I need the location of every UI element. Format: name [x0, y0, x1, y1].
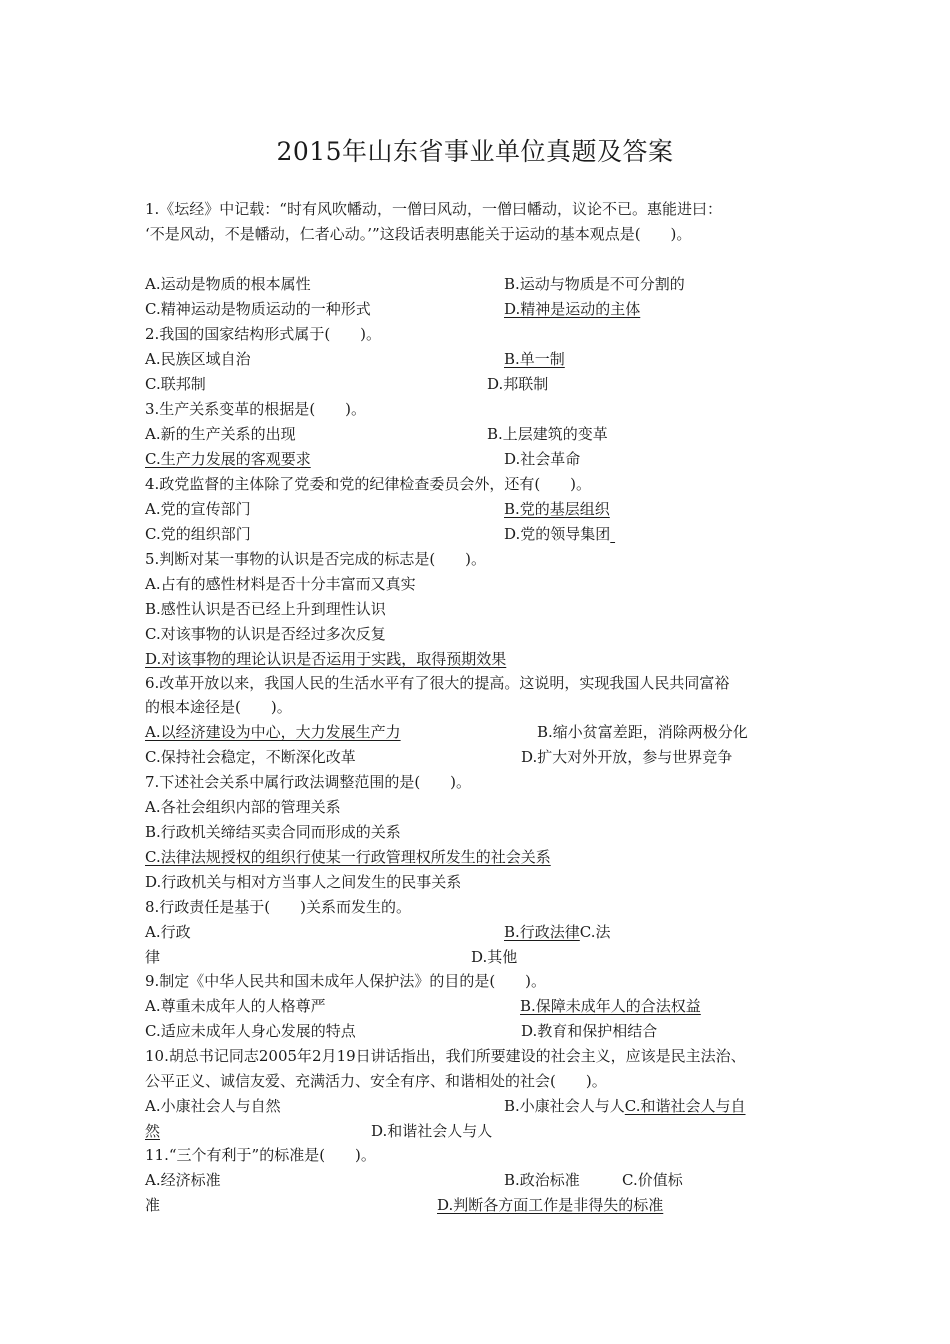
- question-4-option-a: A.党的宣传部门: [145, 500, 251, 518]
- question-7-option-c-text: C.法律法规授权的组织行使某一行政管理权所发生的社会关系: [145, 848, 551, 866]
- question-2-stem: 2.我国的国家结构形式属于( )。: [145, 325, 382, 343]
- question-1-option-a: A.运动是物质的根本属性: [145, 275, 311, 293]
- question-3-option-c-answer: C.生产力发展的客观要求: [145, 450, 311, 468]
- question-1-stem-line-1: 1.《坛经》中记载：“时有风吹幡动，一僧曰风动，一僧曰幡动，议论不已。惠能进曰：: [145, 200, 722, 218]
- question-4-option-c: C.党的组织部门: [145, 525, 251, 543]
- question-10-option-c-answer-part-2: [145, 1121, 228, 1141]
- page-title: 2015年山东省事业单位真题及答案: [276, 137, 674, 166]
- question-1-option-c: C.精神运动是物质运动的一种形式: [145, 300, 371, 318]
- question-8-option-b-answer: B.行政法律: [504, 923, 580, 941]
- question-9-option-c: C.适应未成年人身心发展的特点: [145, 1022, 356, 1040]
- question-2-option-c: C.联邦制: [145, 375, 206, 393]
- question-7-option-c-answer: [145, 847, 559, 867]
- question-11-option-a: A.经济标准: [145, 1171, 221, 1189]
- question-8-option-a: A.行政: [145, 923, 191, 941]
- question-7-option-d: D.行政机关与相对方当事人之间发生的民事关系: [145, 873, 462, 891]
- question-9-stem: 9.制定《中华人民共和国未成年人保护法》的目的是( )。: [145, 972, 547, 990]
- question-3-stem: 3.生产关系变革的根据是( )。: [145, 400, 367, 418]
- question-11-option-c-part-1: C.价值标: [622, 1171, 683, 1189]
- question-6-option-a-answer: [145, 722, 467, 742]
- question-3-option-d: D.社会革命: [504, 450, 581, 468]
- question-9-option-a: A.尊重未成年人的人格尊严: [145, 997, 326, 1015]
- question-5-option-d-answer: [145, 649, 512, 669]
- question-9-option-d: D.教育和保护相结合: [521, 1022, 658, 1040]
- question-9-option-b-answer: [512, 996, 701, 1016]
- question-8-options-b-c: [504, 922, 611, 942]
- question-9-option-b-text: B.保障未成年人的合法权益: [520, 997, 701, 1015]
- question-8-stem: 8.行政责任是基于( )关系而发生的。: [145, 898, 412, 916]
- question-10-stem-line-2: 公平正义、诚信友爱、充满活力、安全有序、和谐相处的社会( )。: [145, 1072, 607, 1090]
- question-6-option-c: C.保持社会稳定，不断深化改革: [145, 748, 356, 766]
- question-3-option-b: B.上层建筑的变革: [487, 425, 608, 443]
- question-10-option-b: B.小康社会人与人: [504, 1097, 625, 1115]
- question-5-option-a: A.占有的感性材料是否十分丰富而又真实: [145, 575, 416, 593]
- question-8-option-c-part-1: C.法: [579, 923, 611, 941]
- question-4-stem: 4.政党监督的主体除了党委和党的纪律检查委员会外，还有( )。: [145, 475, 592, 493]
- question-8-option-d: D.其他: [471, 948, 518, 966]
- question-7-option-a: A.各社会组织内部的管理关系: [145, 798, 341, 816]
- question-2-option-d: D.邦联制: [487, 375, 549, 393]
- question-7-option-b: B.行政机关缔结买卖合同而形成的关系: [145, 823, 401, 841]
- question-2-option-b-answer: [496, 349, 573, 369]
- question-1-stem-line-2: ‘不是风动，不是幡动，仁者心动。’”这段话表明惠能关于运动的基本观点是( )。: [145, 225, 692, 243]
- question-10-stem-line-1: 10.胡总书记同志2005年2月19日讲话指出，我们所要建设的社会主义，应该是民主法治、: [145, 1047, 746, 1065]
- question-6-stem-line-2: 的根本途径是( )。: [145, 698, 292, 716]
- question-11-stem: 11.“三个有利于”的标准是( )。: [145, 1146, 376, 1164]
- question-3-option-a: A.新的生产关系的出现: [145, 425, 296, 443]
- question-5-stem: 5.判断对某一事物的认识是否完成的标志是( )。: [145, 550, 487, 568]
- question-4-option-b-answer: [462, 499, 620, 519]
- question-6-option-d: D.扩大对外开放，参与世界竞争: [521, 748, 733, 766]
- question-10-options-b-c: [504, 1096, 746, 1116]
- question-4-option-d-text: D.党的领导集团: [504, 525, 611, 543]
- question-10-option-c-answer-part-1: C.和谐社会人与自: [624, 1097, 746, 1115]
- question-4-option-b-text: B.党的基层组织: [504, 500, 610, 518]
- question-10-option-a: A.小康社会人与自然: [145, 1097, 281, 1115]
- question-5-option-d-text: D.对该事物的理论认识是否运用于实践，取得预期效果: [145, 650, 507, 668]
- question-11-option-d-answer: [437, 1195, 669, 1215]
- question-5-option-c: C.对该事物的认识是否经过多次反复: [145, 625, 386, 643]
- question-10-option-c-part-2-text: 然: [145, 1122, 161, 1140]
- question-8-option-c-part-2: 律: [145, 948, 161, 966]
- question-1-option-b: B.运动与物质是不可分割的: [504, 275, 685, 293]
- question-6-stem-line-1: 6.改革开放以来，我国人民的生活水平有了很大的提高。这说明，实现我国人民共同富裕: [145, 674, 730, 692]
- question-11-option-b: B.政治标准: [504, 1171, 580, 1189]
- question-10-option-d: D.和谐社会人与人: [371, 1122, 493, 1140]
- question-2-option-a: A.民族区域自治: [145, 350, 251, 368]
- question-2-option-b-text: B.单一制: [504, 350, 565, 368]
- question-1-option-d-answer: D.精神是运动的主体: [504, 300, 641, 318]
- question-4-option-d: [504, 524, 618, 544]
- question-11-option-d-text: D.判断各方面工作是非得失的标准: [437, 1196, 664, 1214]
- question-6-option-a-text: A.以经济建设为中心，大力发展生产力: [145, 723, 401, 741]
- question-7-stem: 7.下述社会关系中属行政法调整范围的是( )。: [145, 773, 472, 791]
- question-11-option-c-part-2: 准: [145, 1196, 161, 1214]
- question-5-option-b: B.感性认识是否已经上升到理性认识: [145, 600, 386, 618]
- question-6-option-b: B.缩小贫富差距，消除两极分化: [537, 723, 748, 741]
